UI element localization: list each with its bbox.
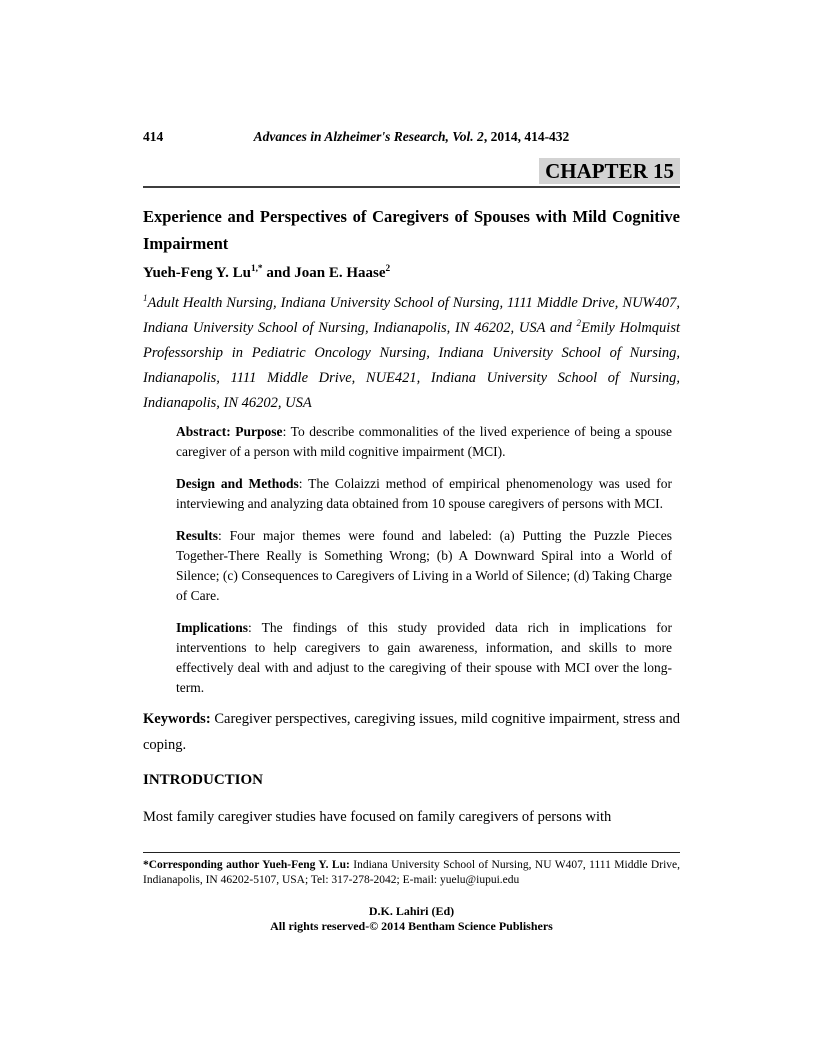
running-title [143, 128, 680, 145]
keywords-line [143, 706, 680, 758]
abstract-block [176, 422, 672, 698]
abstract-purpose-label: Abstract: Purpose [176, 424, 283, 439]
page-content [143, 128, 680, 830]
header-rule [143, 186, 680, 188]
corresponding-author-footnote [143, 858, 680, 888]
abstract-implications-label: Implications [176, 620, 249, 635]
corresponding-author-label: *Corresponding author Yueh-Feng Y. Lu: [143, 859, 350, 871]
abstract-implications-paragraph [176, 618, 672, 698]
affiliation-1-superscript: 1 [143, 293, 148, 304]
abstract-purpose-text: : To describe commonalities of the lived experience of being a spouse caregiver of a person with mild cognitive impairment (MCI). [176, 424, 673, 459]
abstract-methods-text: : The Colaizzi method of empirical phenomenology was used for interviewing and analyzing data obtained from 10 spouse caregivers of persons with MCI. [176, 476, 672, 511]
chapter-title: Experience and Perspectives of Caregivers of Spouses with Mild Cognitive Impairment [143, 207, 680, 253]
page-number: 414 [143, 129, 164, 144]
keywords-text: Caregiver perspectives, caregiving issues, mild cognitive impairment, stress and coping. [143, 711, 680, 753]
publisher-imprint [143, 904, 680, 934]
footnote-rule [143, 852, 680, 853]
author-2-name: Joan E. Haase [294, 265, 386, 281]
chapter-row [143, 158, 680, 184]
affiliations [143, 291, 680, 416]
editor-line: D.K. Lahiri (Ed) [368, 904, 455, 918]
abstract-implications-text: : The findings of this study provided data rich in implications for interventions to help caregivers to gain awareness, information, and skills to more effectively deal with and adjust to the caregiving of their spouse with MCI over the long-term. [176, 620, 672, 695]
author-2-superscript: 2 [385, 264, 391, 274]
running-header [143, 128, 680, 145]
introduction-first-paragraph: Most family caregiver studies have focused on family caregivers of persons with [143, 809, 612, 825]
running-title-volume-info: , 2014, 414-432 [483, 129, 570, 144]
authors-line [143, 263, 680, 283]
copyright-line: All rights reserved-© 2014 Bentham Science Publishers [270, 919, 553, 933]
abstract-purpose-paragraph [176, 422, 672, 462]
abstract-results-paragraph [176, 526, 672, 606]
chapter-badge: CHAPTER 15 [539, 158, 680, 184]
abstract-results-text: : Four major themes were found and labeled: (a) Putting the Puzzle Pieces Together-There Really is Something Wrong; (b) A Downward Spiral into a World of Silence; (c) Consequences to Caregivers of Living in a World of Silence; (d) Taking Charge of Care. [176, 528, 672, 603]
author-1-name: Yueh-Feng Y. Lu [143, 265, 251, 281]
abstract-results-label: Results [176, 528, 219, 543]
abstract-methods-paragraph [176, 474, 672, 514]
keywords-label: Keywords: [143, 711, 211, 727]
abstract-methods-label: Design and Methods [176, 476, 299, 491]
corresponding-author-text: Indiana University School of Nursing, NU W407, 1111 Middle Drive, Indianapolis, IN 46202-5107, USA; Tel: 317-278-2042; E-mail: yuelu@iupui.edu [143, 859, 680, 886]
authors-connector: and [262, 265, 295, 281]
affiliation-2-text: Emily Holmquist Professorship in Pediatric Oncology Nursing, Indiana University School of Nursing, Indianapolis, 1111 Middle Drive, NUE421, Indiana University School of Nursing, Indianapolis, IN 46202, USA [143, 320, 680, 411]
page-footer [143, 852, 680, 934]
introduction-heading: INTRODUCTION [143, 772, 264, 788]
running-title-journal: Advances in Alzheimer's Research, Vol. 2 [253, 129, 484, 144]
affiliation-1-text: Adult Health Nursing, Indiana University School of Nursing, 1111 Middle Drive, NUW407, Indiana University School of Nursing, Indianapolis, IN 46202, USA and [143, 295, 680, 336]
affiliation-2-superscript: 2 [576, 318, 581, 329]
author-1-superscript: 1,* [250, 264, 263, 274]
